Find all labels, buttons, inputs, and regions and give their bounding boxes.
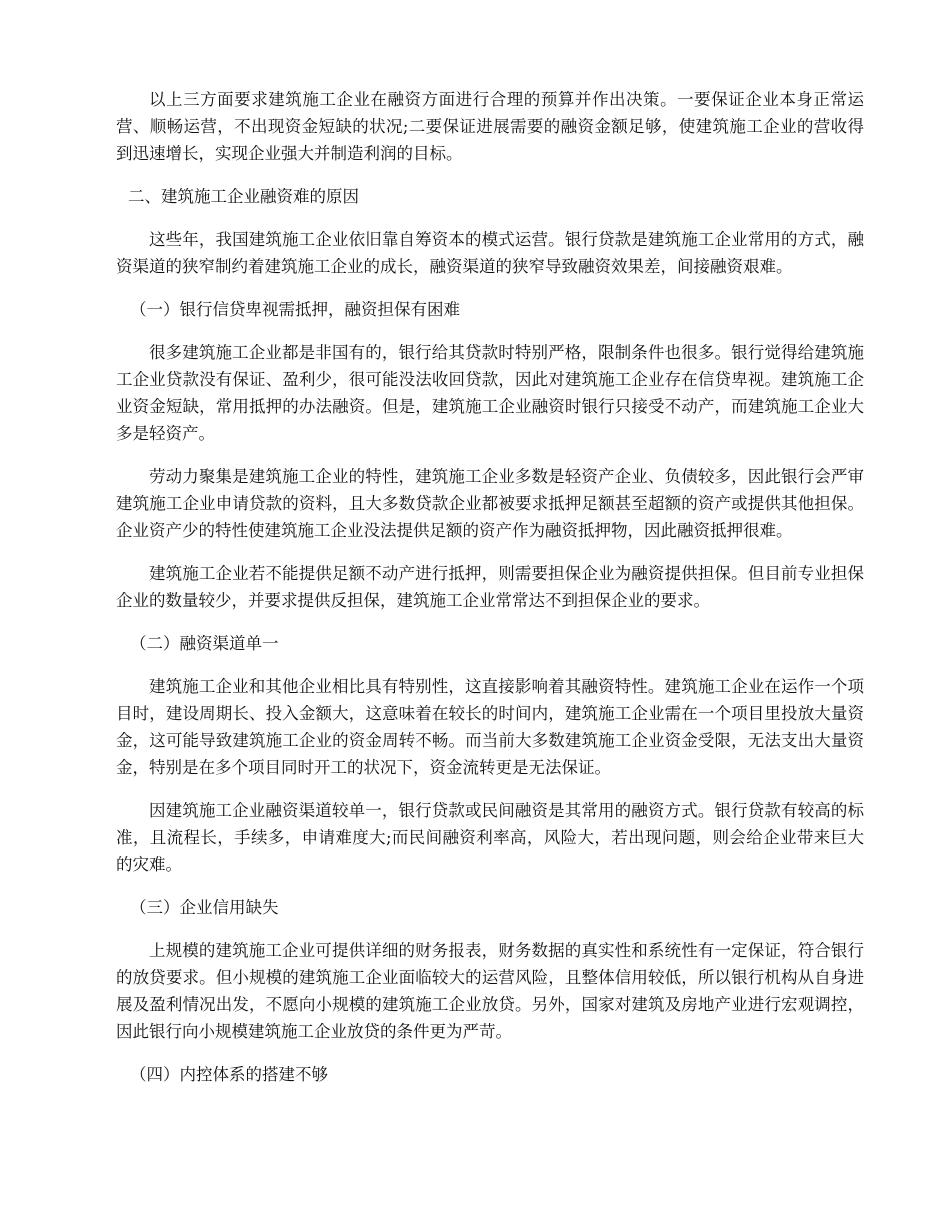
- paragraph-budget-decision: 以上三方面要求建筑施工企业在融资方面进行合理的预算并作出决策。一要保证企业本身正常运营、顺畅运营，不出现资金短缺的状况;二要保证进展需要的融资金额足够，使建筑施工企业的营收得到迅速增长，实现企业强大并制造利润的目标。: [116, 90, 864, 163]
- paragraph-light-assets: 劳动力聚集是建筑施工企业的特性，建筑施工企业多数是轻资产企业、负债较多，因此银行会严审建筑施工企业申请贷款的资料，且大多数贷款企业都被要求抵押足额甚至超额的资产或提供其他担保。企业资产少的特性使建筑施工企业没法提供足额的资产作为融资抵押物，因此融资抵押很难。: [116, 467, 864, 540]
- subheading-credit-missing: （三）企业信用缺失: [130, 898, 279, 917]
- paragraph-project-capital: 建筑施工企业和其他企业相比具有特别性，这直接影响着其融资特性。建筑施工企业在运作一个项目时，建设周期长、投入金额大，这意味着在较长的时间内，建筑施工企业需在一个项目里投放大量资金，这可能导致建筑施工企业的资金周转不畅。而当前大多数建筑施工企业资金受限，无法支出大量资金，特别是在多个项目同时开工的状况下，资金流转更是无法保证。: [116, 677, 864, 777]
- paragraph-bank-strict: 很多建筑施工企业都是非国有的，银行给其贷款时特别严格，限制条件也很多。银行觉得给建筑施工企业贷款没有保证、盈利少，很可能没法收回贷款，因此对建筑施工企业存在信贷卑视。建筑施工企业资金短缺，常用抵押的办法融资。但是，建筑施工企业融资时银行只接受不动产，而建筑施工企业大多是轻资产。: [116, 343, 864, 443]
- subheading-single-channel: （二）融资渠道单一: [130, 634, 279, 653]
- document-body: [116, 86, 864, 1104]
- paragraph-loan-methods: 因建筑施工企业融资渠道较单一，银行贷款或民间融资是其常用的融资方式。银行贷款有较高的标准，且流程长，手续多，申请难度大;而民间融资利率高，风险大，若出现问题，则会给企业带来巨大的灾难。: [116, 801, 864, 874]
- subheading-internal-control: （四）内控体系的搭建不够: [130, 1065, 328, 1084]
- paragraph-self-funding: 这些年，我国建筑施工企业依旧靠自筹资本的模式运营。银行贷款是建筑施工企业常用的方式，融资渠道的狭窄制约着建筑施工企业的成长，融资渠道的狭窄导致融资效果差，间接融资艰难。: [116, 230, 864, 276]
- section-heading-financing-difficulty: 二、建筑施工企业融资难的原因: [128, 187, 359, 206]
- paragraph-small-enterprise: 上规模的建筑施工企业可提供详细的财务报表，财务数据的真实性和系统性有一定保证，符合银行的放贷要求。但小规模的建筑施工企业面临较大的运营风险，且整体信用较低，所以银行机构从自身进展及盈利情况出发，不愿向小规模的建筑施工企业放贷。另外，国家对建筑及房地产业进行宏观调控，因此银行向小规模建筑施工企业放贷的条件更为严苛。: [116, 941, 864, 1041]
- subheading-bank-credit: （一）银行信贷卑视需抵押，融资担保有困难: [130, 300, 460, 319]
- paragraph-guarantee: 建筑施工企业若不能提供足额不动产进行抵押，则需要担保企业为融资提供担保。但目前专业担保企业的数量较少，并要求提供反担保，建筑施工企业常常达不到担保企业的要求。: [116, 564, 864, 610]
